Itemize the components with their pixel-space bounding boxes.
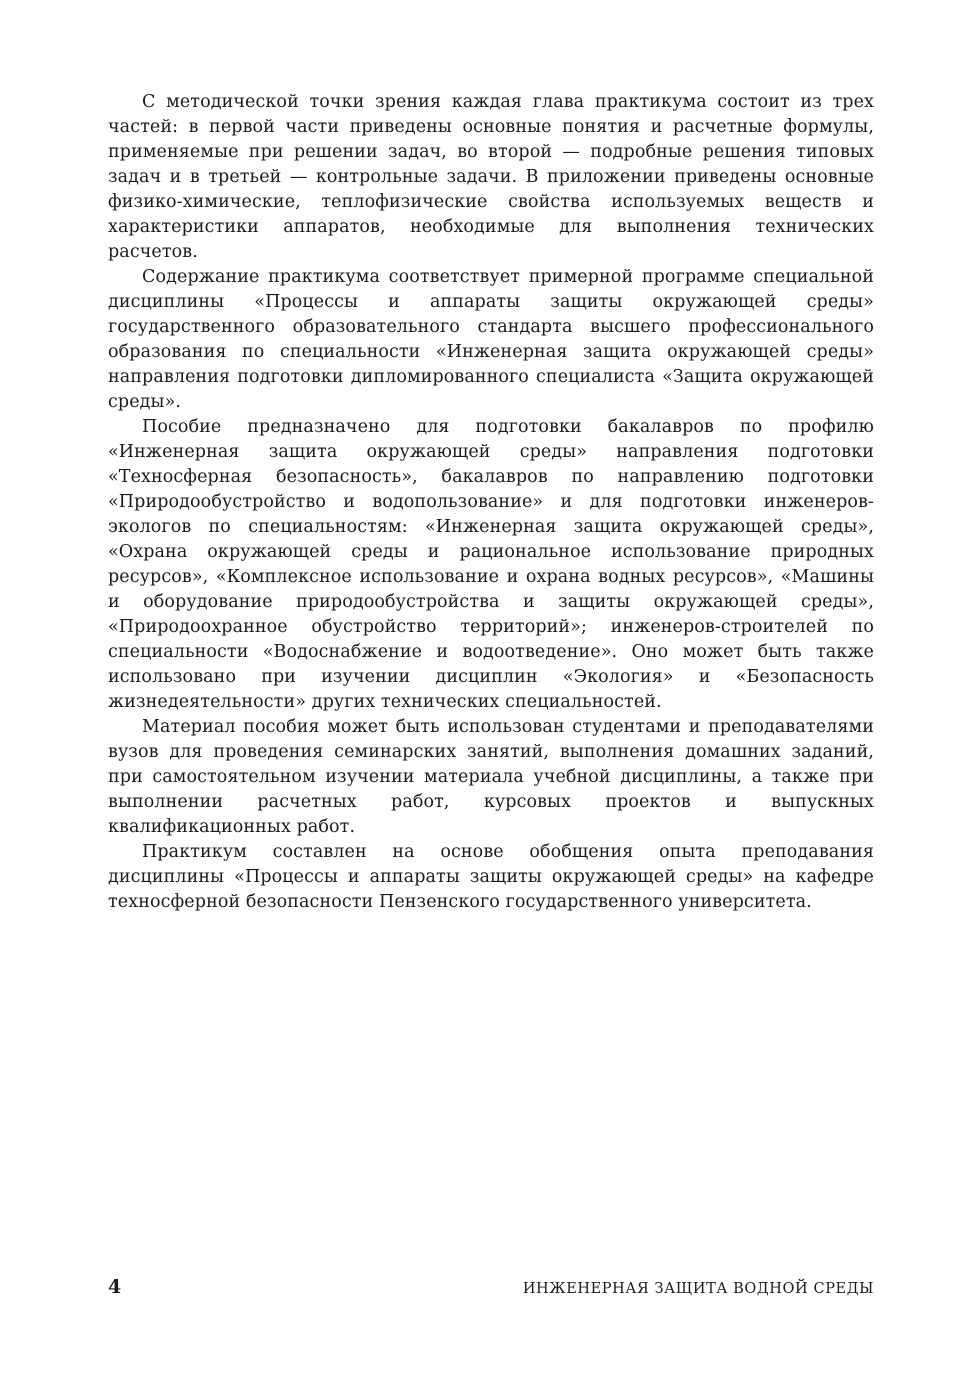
paragraph-audience: Пособие предназначено для подготовки бакалавров по профилю «Инженерная защита окружающей среды» направления подготовки «Техносферная безопасность», бакалавров по направлению подготовки «Природообустройство и водопользование» и для подготовки инженеров-экологов по специальностям: «Инженерная защита окружающей среды», «Охрана окружающей среды и рациональное использование природных ресурсов», «Комплексное использование и охрана водных ресурсов», «Машины и оборудование природообустройства и защиты окружающей среды», «Природоохранное обустройство территорий»; инженеров-строителей по специальности «Водоснабжение и водоотведение». Оно может быть также использовано при изучении дисциплин «Экология» и «Безопасность жизнедеятельности» других технических специальностей.: [108, 417, 874, 712]
body-text: [108, 90, 874, 915]
page-footer: [108, 1276, 874, 1298]
running-title: ИНЖЕНЕРНАЯ ЗАЩИТА ВОДНОЙ СРЕДЫ: [522, 1281, 874, 1297]
paragraph-usage: Материал пособия может быть использован студентами и преподавателями вузов для проведения семинарских занятий, выполнения домашних заданий, при самостоятельном изучении материала учебной дисциплины, а также при выполнении расчетных работ, курсовых проектов и выпускных квалификационных работ.: [108, 717, 874, 837]
paragraph-structure: С методической точки зрения каждая глава практикума состоит из трех частей: в первой части приведены основные понятия и расчетные формулы, применяемые при решении задач, во второй — подробные решения типовых задач и в третьей — контрольные задачи. В приложении приведены основные физико-химические, теплофизические свойства используемых веществ и характеристики аппаратов, необходимые для выполнения технических расчетов.: [108, 92, 874, 262]
paragraph-origin: Практикум составлен на основе обобщения опыта преподавания дисциплины «Процессы и аппараты защиты окружающей среды» на кафедре техносферной безопасности Пензенского государственного университета.: [108, 842, 874, 912]
paragraph-content: Содержание практикума соответствует примерной программе специальной дисциплины «Процессы и аппараты защиты окружающей среды» государственного образовательного стандарта высшего профессионального образования по специальности «Инженерная защита окружающей среды» направления подготовки дипломированного специалиста «Защита окружающей среды».: [108, 267, 874, 412]
page-number: 4: [108, 1276, 122, 1298]
